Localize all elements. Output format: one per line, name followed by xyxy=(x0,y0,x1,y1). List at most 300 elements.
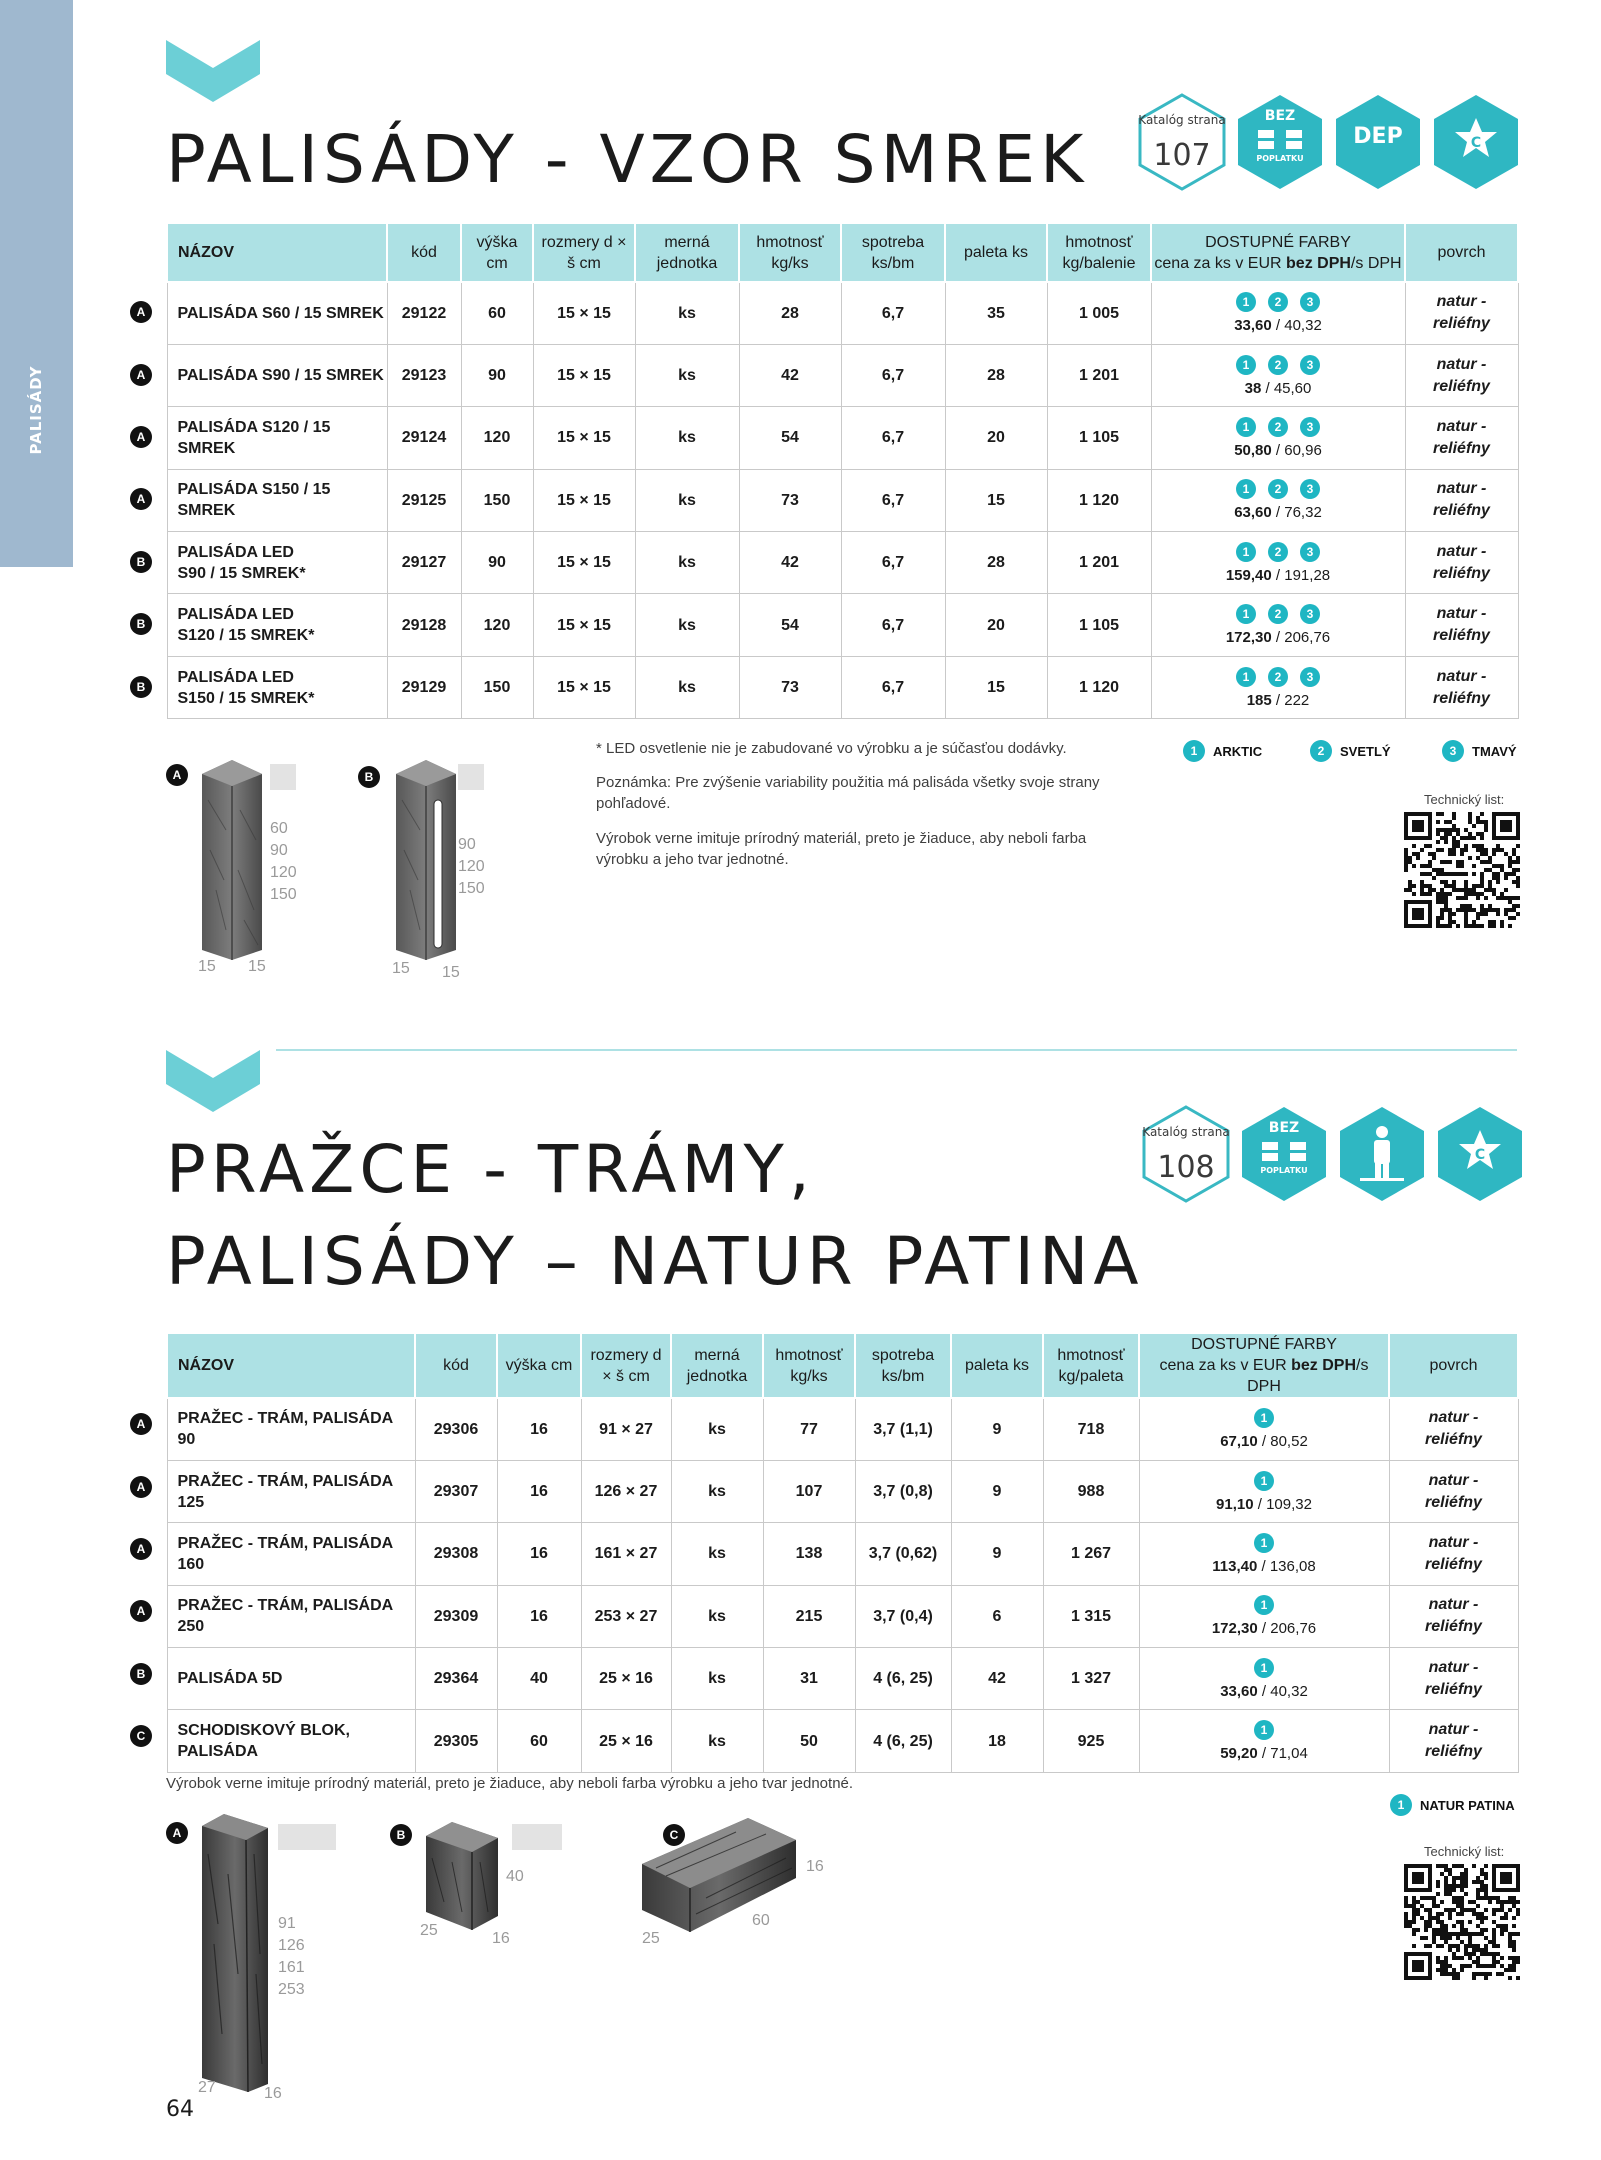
tech-sheet-label: Technický list: xyxy=(1424,1844,1505,1859)
row-type-letter: C xyxy=(130,1725,152,1747)
product-unit: ks xyxy=(635,532,739,594)
surface-line2: reliéfny xyxy=(1433,439,1490,457)
col-pallet-weight: hmotnosť kg/paleta xyxy=(1043,1333,1139,1398)
person-height-icon xyxy=(1336,1104,1428,1204)
product-dims: 15 × 15 xyxy=(533,469,635,531)
product-weight: 50 xyxy=(763,1710,855,1772)
product-surface xyxy=(1389,1710,1518,1772)
dimension-height: 90 xyxy=(458,836,476,853)
price-with-vat: 222 xyxy=(1284,691,1310,709)
variability-note: Poznámka: Pre zvýšenie variability použitia má palisáda všetky svoje strany pohľadové. xyxy=(596,774,1100,812)
table-row xyxy=(167,532,1518,594)
price-separator: / xyxy=(1257,1620,1271,1638)
product-dims: 25 × 16 xyxy=(581,1648,671,1710)
product-unit: ks xyxy=(671,1710,763,1772)
table-row xyxy=(167,344,1518,406)
surface-line1: natur - xyxy=(1428,1533,1479,1551)
color-dot: 1 xyxy=(1236,542,1256,562)
figure-letter: B xyxy=(358,766,380,788)
product-code: 29123 xyxy=(387,344,461,406)
chevron-down-icon xyxy=(166,1050,260,1112)
product-surface xyxy=(1405,469,1518,531)
price-separator: / xyxy=(1257,1745,1271,1763)
product-pallet-weight: 988 xyxy=(1043,1460,1139,1522)
product-surface xyxy=(1405,532,1518,594)
price-no-vat: 50,80 xyxy=(1234,441,1272,459)
product-dims: 15 × 15 xyxy=(533,344,635,406)
surface-line2: reliéfny xyxy=(1425,1431,1482,1449)
product-surface xyxy=(1389,1523,1518,1585)
row-type-letter: B xyxy=(130,676,152,698)
product-code: 29364 xyxy=(415,1648,497,1710)
section2-badges xyxy=(1140,1104,1526,1204)
table-row xyxy=(167,656,1518,718)
product-unit: ks xyxy=(671,1648,763,1710)
product-name: PALISÁDA 5D xyxy=(167,1648,415,1710)
dimension-height: 120 xyxy=(458,858,485,875)
dimension-length: 253 xyxy=(278,1981,305,1998)
price-no-vat: 185 xyxy=(1246,691,1272,709)
table-row xyxy=(167,1648,1518,1710)
no-fee-sublabel: POPLATKU xyxy=(1260,1166,1308,1175)
dimension-length: 91 xyxy=(278,1915,296,1932)
product-height: 150 xyxy=(461,656,533,718)
price-separator: / xyxy=(1271,629,1285,647)
product-surface xyxy=(1389,1585,1518,1647)
price-with-vat: 60,96 xyxy=(1284,441,1322,459)
row-type-letter: A xyxy=(130,364,152,386)
color-dot: 2 xyxy=(1268,604,1288,624)
price-caption-end: /s DPH xyxy=(1350,254,1402,272)
price-separator: / xyxy=(1257,1433,1271,1451)
product-dims: 25 × 16 xyxy=(581,1710,671,1772)
product-price xyxy=(1142,1743,1387,1764)
product-code: 29122 xyxy=(387,282,461,344)
section-divider xyxy=(276,1049,1517,1051)
dimension-depth: 16 xyxy=(264,2085,282,2102)
color-dot: 1 xyxy=(1236,479,1256,499)
dimension-height: 40 xyxy=(506,1868,524,1885)
product-pallet-weight: 1 327 xyxy=(1043,1648,1139,1710)
product-usage: 6,7 xyxy=(841,594,945,656)
product-dims: 15 × 15 xyxy=(533,532,635,594)
product-colors xyxy=(1139,1523,1389,1585)
surface-line1: natur - xyxy=(1436,667,1487,685)
price-separator: / xyxy=(1271,566,1285,584)
price-separator: / xyxy=(1271,691,1285,709)
price-no-vat: 67,10 xyxy=(1220,1433,1258,1451)
product-surface xyxy=(1389,1648,1518,1710)
color-options xyxy=(1154,542,1403,562)
product-pallet: 28 xyxy=(945,344,1047,406)
product-name xyxy=(167,594,387,656)
color-dot: 3 xyxy=(1300,479,1320,499)
color-dot: 2 xyxy=(1268,355,1288,375)
color-dot: 1 xyxy=(1236,292,1256,312)
color-dot: 3 xyxy=(1300,292,1320,312)
product-name xyxy=(167,532,387,594)
product-code: 29309 xyxy=(415,1585,497,1647)
color-dot: 3 xyxy=(1300,542,1320,562)
product-surface xyxy=(1405,594,1518,656)
product-name: PRAŽEC - TRÁM, PALISÁDA 160 xyxy=(167,1523,415,1585)
product-surface xyxy=(1405,656,1518,718)
product-dims: 91 × 27 xyxy=(581,1398,671,1460)
price-with-vat: 191,28 xyxy=(1284,566,1331,584)
table-row xyxy=(167,1585,1518,1647)
surface-line2: reliéfny xyxy=(1425,1555,1482,1573)
color-dot: 1 xyxy=(1254,1658,1274,1678)
col-surface: povrch xyxy=(1389,1333,1518,1398)
led-note: * LED osvetlenie nie je zabudované vo výrobku a je súčasťou dodávky. xyxy=(596,740,1067,757)
dimension-width: 27 xyxy=(198,2079,216,2096)
product-unit: ks xyxy=(635,469,739,531)
product-usage: 6,7 xyxy=(841,344,945,406)
color-dot: 1 xyxy=(1254,1471,1274,1491)
row-type-letter: A xyxy=(130,1600,152,1622)
table-header-row xyxy=(167,1333,1518,1398)
product-height: 90 xyxy=(461,344,533,406)
product-usage: 4 (6, 25) xyxy=(855,1710,951,1772)
certified-badge xyxy=(1434,1104,1526,1204)
table-row xyxy=(167,469,1518,531)
surface-line1: natur - xyxy=(1436,605,1487,623)
product-pack-weight: 1 120 xyxy=(1047,656,1151,718)
product-pallet: 15 xyxy=(945,469,1047,531)
color-swatch xyxy=(512,1824,562,1850)
product-price xyxy=(1154,502,1403,523)
col-usage: spotreba ks/bm xyxy=(841,223,945,282)
legend-label: NATUR PATINA xyxy=(1420,1797,1515,1813)
color-options xyxy=(1142,1595,1387,1615)
color-dot: 1 xyxy=(1254,1533,1274,1553)
dimension-depth: 15 xyxy=(248,958,266,975)
price-with-vat: 206,76 xyxy=(1284,629,1331,647)
surface-line2: reliéfny xyxy=(1425,1618,1482,1636)
col-name: NÁZOV xyxy=(167,223,387,282)
catalog-page-number: 107 xyxy=(1153,138,1211,173)
price-separator: / xyxy=(1261,379,1274,397)
product-colors xyxy=(1139,1460,1389,1522)
product-unit: ks xyxy=(635,344,739,406)
product-price xyxy=(1142,1494,1387,1515)
product-usage: 6,7 xyxy=(841,532,945,594)
product-name: PRAŽEC - TRÁM, PALISÁDA 250 xyxy=(167,1585,415,1647)
tech-sheet-label: Technický list: xyxy=(1424,792,1505,807)
product-height: 60 xyxy=(461,282,533,344)
row-type-letter: B xyxy=(130,551,152,573)
product-dims: 15 × 15 xyxy=(533,594,635,656)
product-pack-weight: 1 005 xyxy=(1047,282,1151,344)
product-name-line1: PALISÁDA LED xyxy=(177,606,294,624)
color-swatch xyxy=(458,764,484,790)
product-colors xyxy=(1151,344,1405,406)
side-tab-label: PALISÁDY xyxy=(27,365,45,455)
product-pack-weight: 1 105 xyxy=(1047,407,1151,469)
col-usage: spotreba ks/bm xyxy=(855,1333,951,1398)
col-dims: rozmery d × š cm xyxy=(533,223,635,282)
price-no-vat: 172,30 xyxy=(1225,629,1272,647)
product-price xyxy=(1154,440,1403,461)
col-code: kód xyxy=(415,1333,497,1398)
palisade-5d-illustration xyxy=(422,1822,502,1932)
col-code: kód xyxy=(387,223,461,282)
product-pallet-weight: 1 267 xyxy=(1043,1523,1139,1585)
color-dot: 1 xyxy=(1254,1595,1274,1615)
product-height: 40 xyxy=(497,1648,581,1710)
product-surface xyxy=(1389,1460,1518,1522)
row-type-letter: B xyxy=(130,613,152,635)
product-code: 29306 xyxy=(415,1398,497,1460)
no-fee-sublabel: POPLATKU xyxy=(1256,154,1304,163)
col-surface: povrch xyxy=(1405,223,1518,282)
product-height: 16 xyxy=(497,1460,581,1522)
product-name xyxy=(167,282,387,344)
col-colors-price xyxy=(1142,1355,1386,1397)
product-height: 60 xyxy=(497,1710,581,1772)
row-type-letter: A xyxy=(130,1413,152,1435)
price-no-vat: 91,10 xyxy=(1216,1495,1254,1513)
color-dot: 3 xyxy=(1300,417,1320,437)
no-fee-label: BEZ xyxy=(1264,108,1296,124)
dimension-length: 126 xyxy=(278,1937,305,1954)
product-name xyxy=(167,656,387,718)
price-no-vat: 33,60 xyxy=(1234,317,1272,335)
price-caption-bold: bez DPH xyxy=(1286,254,1351,272)
material-note: Výrobok verne imituje prírodný materiál, preto je žiaduce, aby neboli farba výrobku a jeho tvar jednotné. xyxy=(596,830,1087,868)
product-unit: ks xyxy=(635,656,739,718)
product-weight: 107 xyxy=(763,1460,855,1522)
product-price xyxy=(1154,690,1403,711)
product-code: 29129 xyxy=(387,656,461,718)
surface-line2: reliéfny xyxy=(1433,502,1490,520)
product-pack-weight: 1 120 xyxy=(1047,469,1151,531)
legend-item xyxy=(1442,740,1517,762)
color-dot: 3 xyxy=(1300,604,1320,624)
product-dims: 161 × 27 xyxy=(581,1523,671,1585)
product-surface xyxy=(1389,1398,1518,1460)
product-pack-weight: 1 105 xyxy=(1047,594,1151,656)
product-surface xyxy=(1405,282,1518,344)
palisade-a-illustration xyxy=(196,760,268,960)
product-pack-weight: 1 201 xyxy=(1047,532,1151,594)
product-name-line1: PALISÁDA LED xyxy=(177,668,294,686)
surface-line1: natur - xyxy=(1428,1658,1479,1676)
product-colors xyxy=(1139,1710,1389,1772)
price-with-vat: 109,32 xyxy=(1266,1495,1312,1513)
product-price xyxy=(1154,315,1403,336)
product-usage: 4 (6, 25) xyxy=(855,1648,951,1710)
table-row xyxy=(167,1710,1518,1772)
qr-code-icon[interactable] xyxy=(1404,1864,1520,1980)
section1-badges xyxy=(1136,92,1522,192)
col-colors-title: DOSTUPNÉ FARBY xyxy=(1191,1336,1337,1353)
color-options xyxy=(1154,667,1403,687)
product-name: PRAŽEC - TRÁM, PALISÁDA 125 xyxy=(167,1460,415,1522)
table-row xyxy=(167,282,1518,344)
product-pallet: 6 xyxy=(951,1585,1043,1647)
product-pallet: 35 xyxy=(945,282,1047,344)
legend-number: 1 xyxy=(1390,1794,1412,1816)
product-usage: 3,7 (1,1) xyxy=(855,1398,951,1460)
product-colors xyxy=(1151,282,1405,344)
price-no-vat: 33,60 xyxy=(1220,1682,1258,1700)
product-surface xyxy=(1405,407,1518,469)
col-weight: hmotnosť kg/ks xyxy=(739,223,841,282)
product-price xyxy=(1142,1681,1387,1702)
price-separator: / xyxy=(1271,317,1285,335)
price-no-vat: 172,30 xyxy=(1211,1620,1258,1638)
product-pallet: 15 xyxy=(945,656,1047,718)
color-dot: 2 xyxy=(1268,417,1288,437)
col-pack-weight: hmotnosť kg/balenie xyxy=(1047,223,1151,282)
color-dot: 3 xyxy=(1300,355,1320,375)
product-pallet: 9 xyxy=(951,1523,1043,1585)
row-type-letter: A xyxy=(130,488,152,510)
legend-item xyxy=(1183,740,1262,762)
row-type-letter: A xyxy=(130,426,152,448)
surface-line1: natur - xyxy=(1436,293,1487,311)
product-height: 90 xyxy=(461,532,533,594)
catalog-page-badge xyxy=(1136,92,1228,192)
product-code: 29305 xyxy=(415,1710,497,1772)
row-type-letter: A xyxy=(130,301,152,323)
dimension-height: 16 xyxy=(806,1858,824,1875)
dimension-width: 25 xyxy=(642,1930,660,1947)
color-dot: 1 xyxy=(1236,355,1256,375)
product-unit: ks xyxy=(671,1523,763,1585)
price-no-vat: 59,20 xyxy=(1220,1745,1258,1763)
product-height: 16 xyxy=(497,1398,581,1460)
product-weight: 42 xyxy=(739,344,841,406)
col-height: výška cm xyxy=(461,223,533,282)
product-name-line2: S90 / 15 SMREK* xyxy=(177,564,306,582)
catalog-label: Katalóg strana xyxy=(1142,1125,1230,1139)
price-with-vat: 206,76 xyxy=(1270,1620,1317,1638)
price-no-vat: 159,40 xyxy=(1225,566,1272,584)
product-pallet-weight: 718 xyxy=(1043,1398,1139,1460)
product-code: 29125 xyxy=(387,469,461,531)
product-price xyxy=(1142,1618,1387,1639)
product-dims: 15 × 15 xyxy=(533,282,635,344)
product-weight: 77 xyxy=(763,1398,855,1460)
color-swatch xyxy=(278,1824,336,1850)
dimension-width: 25 xyxy=(420,1922,438,1939)
product-price xyxy=(1154,627,1403,648)
product-code: 29307 xyxy=(415,1460,497,1522)
product-name xyxy=(167,407,387,469)
figure-letter: A xyxy=(166,764,188,786)
no-fee-badge xyxy=(1234,92,1326,192)
side-tab xyxy=(0,0,73,567)
product-price xyxy=(1142,1431,1387,1452)
product-name: SCHODISKOVÝ BLOK, PALISÁDA xyxy=(167,1710,415,1772)
table-row xyxy=(167,594,1518,656)
qr-code-icon[interactable] xyxy=(1404,812,1520,928)
product-weight: 31 xyxy=(763,1648,855,1710)
surface-line1: natur - xyxy=(1428,1409,1479,1427)
product-weight: 42 xyxy=(739,532,841,594)
surface-line1: natur - xyxy=(1428,1721,1479,1739)
col-colors xyxy=(1139,1333,1389,1398)
color-options xyxy=(1154,292,1403,312)
color-options xyxy=(1142,1658,1387,1678)
price-separator: / xyxy=(1271,441,1285,459)
legend-number: 2 xyxy=(1310,740,1332,762)
price-separator: / xyxy=(1271,504,1285,522)
price-caption: cena za ks v EUR xyxy=(1154,254,1287,272)
product-weight: 73 xyxy=(739,656,841,718)
catalog-page-number: 108 xyxy=(1157,1150,1215,1185)
certified-badge xyxy=(1430,92,1522,192)
dimension-height: 150 xyxy=(458,880,485,897)
price-separator: / xyxy=(1257,1557,1270,1575)
product-usage: 6,7 xyxy=(841,469,945,531)
table-row xyxy=(167,407,1518,469)
row-type-letter: B xyxy=(130,1663,152,1685)
color-dot: 1 xyxy=(1236,417,1256,437)
color-options xyxy=(1142,1720,1387,1740)
product-unit: ks xyxy=(635,282,739,344)
product-pallet: 9 xyxy=(951,1398,1043,1460)
product-dims: 253 × 27 xyxy=(581,1585,671,1647)
product-dims: 15 × 15 xyxy=(533,656,635,718)
product-pallet-weight: 925 xyxy=(1043,1710,1139,1772)
sleeper-a-illustration xyxy=(198,1814,278,2092)
price-with-vat: 40,32 xyxy=(1284,317,1322,335)
color-options xyxy=(1154,604,1403,624)
price-with-vat: 71,04 xyxy=(1270,1745,1308,1763)
surface-line1: natur - xyxy=(1428,1596,1479,1614)
surface-line1: natur - xyxy=(1428,1471,1479,1489)
no-fee-badge xyxy=(1238,1104,1330,1204)
product-colors xyxy=(1151,469,1405,531)
price-with-vat: 136,08 xyxy=(1269,1557,1316,1575)
dimension-depth: 16 xyxy=(492,1930,510,1947)
col-pallet: paleta ks xyxy=(951,1333,1043,1398)
product-pack-weight: 1 201 xyxy=(1047,344,1151,406)
product-price xyxy=(1154,565,1403,586)
product-usage: 3,7 (0,8) xyxy=(855,1460,951,1522)
surface-line1: natur - xyxy=(1436,480,1487,498)
product-name xyxy=(167,469,387,531)
product-price xyxy=(1142,1556,1387,1577)
col-name: NÁZOV xyxy=(167,1333,415,1398)
dimension-width: 15 xyxy=(198,958,216,975)
col-pallet: paleta ks xyxy=(945,223,1047,282)
col-colors-title: DOSTUPNÉ FARBY xyxy=(1205,233,1351,251)
product-name-line1: PALISÁDA S150 / 15 SMREK xyxy=(177,481,331,520)
price-no-vat: 38 xyxy=(1244,379,1262,397)
figure-letter: A xyxy=(166,1822,188,1844)
product-colors xyxy=(1139,1648,1389,1710)
dimension-height: 150 xyxy=(270,886,297,903)
product-height: 150 xyxy=(461,469,533,531)
product-unit: ks xyxy=(671,1585,763,1647)
product-usage: 6,7 xyxy=(841,656,945,718)
color-options xyxy=(1154,417,1403,437)
svg-text:C: C xyxy=(1474,1147,1486,1163)
product-unit: ks xyxy=(635,407,739,469)
surface-line2: reliéfny xyxy=(1425,1493,1482,1511)
color-options xyxy=(1142,1471,1387,1491)
chevron-down-icon xyxy=(166,40,260,102)
dep-badge xyxy=(1332,92,1424,192)
product-usage: 3,7 (0,62) xyxy=(855,1523,951,1585)
product-pallet: 9 xyxy=(951,1460,1043,1522)
dimension-height: 60 xyxy=(270,820,288,837)
col-colors xyxy=(1151,223,1405,282)
